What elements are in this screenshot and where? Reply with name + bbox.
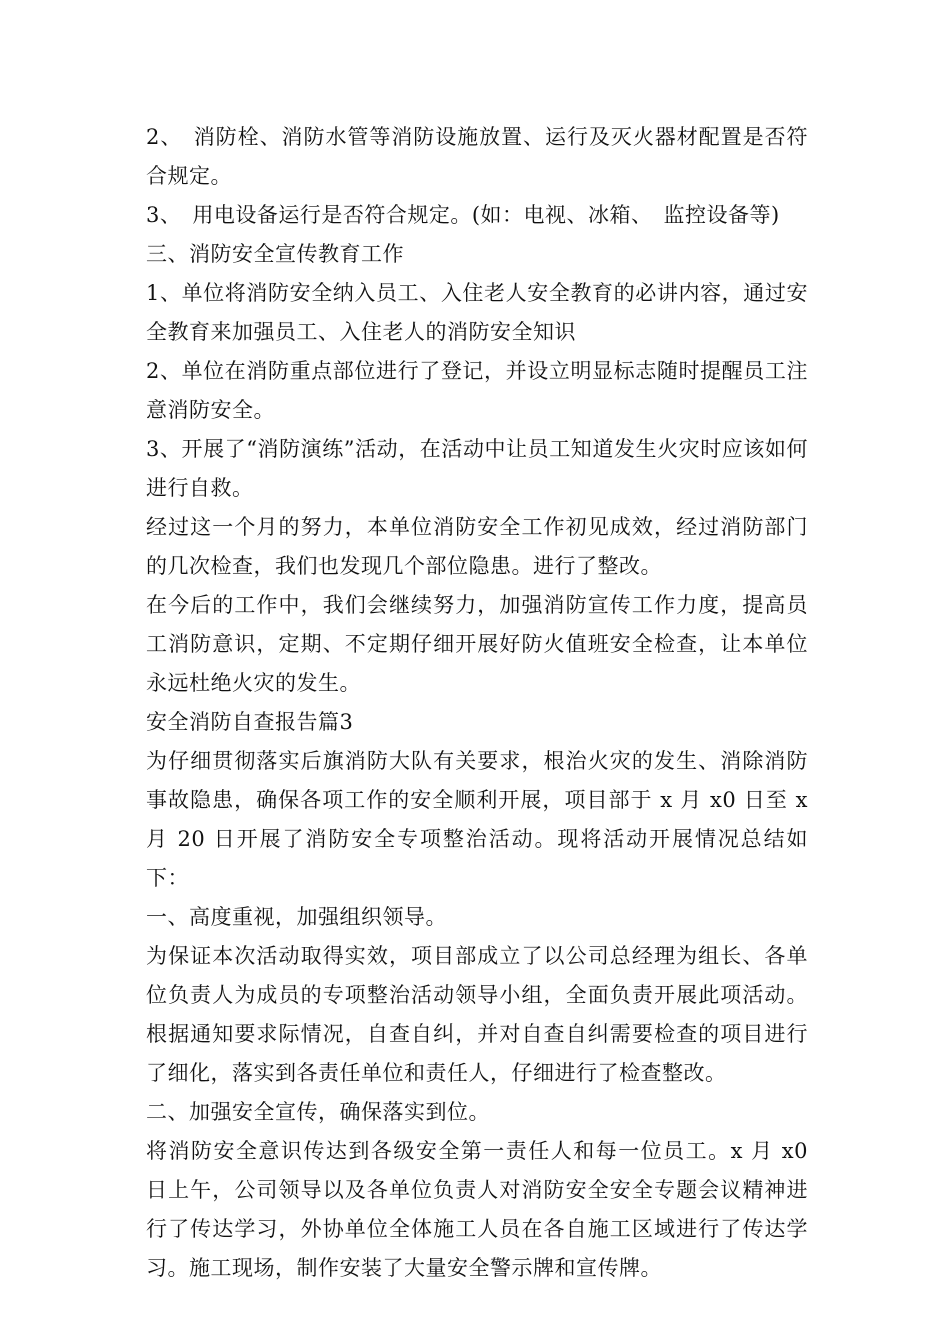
section-heading-education: 三、消防安全宣传教育工作 [146, 242, 404, 266]
section-heading-organization: 一、高度重视，加强组织领导。 [146, 905, 447, 929]
paragraph-publicity: 将消防安全意识传达到各级安全第一责任人和每一位员工。x 月 x0 日上午，公司领导以及各单位负责人对消防安全安全专题会议精神进行了传达学习，外协单位全体施工人员在各自施工区域进行了传达学习。施工现场，制作安装了大量安全警示牌和宣传牌。 [146, 1139, 808, 1280]
paragraph-intro: 为仔细贯彻落实后旗消防大队有关要求，根治火灾的发生、消除消防事故隐患，确保各项工作的安全顺利开展，项目部于 x 月 x0 日至 x 月 20 日开展了消防安全专项整治活动。现将活动开展情况总结如下： [146, 749, 808, 890]
paragraph-education-1: 1、单位将消防安全纳入员工、入住老人安全教育的必讲内容，通过安全教育来加强员工、入住老人的消防安全知识 [146, 281, 808, 344]
document-body [146, 118, 808, 1288]
report-title: 安全消防自查报告篇3 [146, 710, 354, 734]
section-heading-publicity: 二、加强安全宣传，确保落实到位。 [146, 1100, 490, 1124]
paragraph-fire-hydrant-check: 2、 消防栓、消防水管等消防设施放置、运行及灭火器材配置是否符合规定。 [146, 125, 808, 188]
paragraph-results: 经过这一个月的努力，本单位消防安全工作初见成效，经过消防部门的几次检查，我们也发现几个部位隐患。进行了整改。 [146, 515, 808, 578]
paragraph-organization: 为保证本次活动取得实效，项目部成立了以公司总经理为组长、各单位负责人为成员的专项整治活动领导小组，全面负责开展此项活动。根据通知要求际情况，自查自纠，并对自查自纠需要检查的项目进行了细化，落实到各责任单位和责任人，仔细进行了检查整改。 [146, 944, 808, 1085]
paragraph-education-2: 2、单位在消防重点部位进行了登记，并设立明显标志随时提醒员工注意消防安全。 [146, 359, 808, 422]
paragraph-electrical-check: 3、 用电设备运行是否符合规定。(如：电视、冰箱、 监控设备等) [146, 203, 780, 227]
paragraph-education-3: 3、开展了“消防演练”活动，在活动中让员工知道发生火灾时应该如何进行自救。 [146, 437, 808, 500]
paragraph-future-work: 在今后的工作中，我们会继续努力，加强消防宣传工作力度，提高员工消防意识，定期、不定期仔细开展好防火值班安全检查，让本单位永远杜绝火灾的发生。 [146, 593, 808, 695]
